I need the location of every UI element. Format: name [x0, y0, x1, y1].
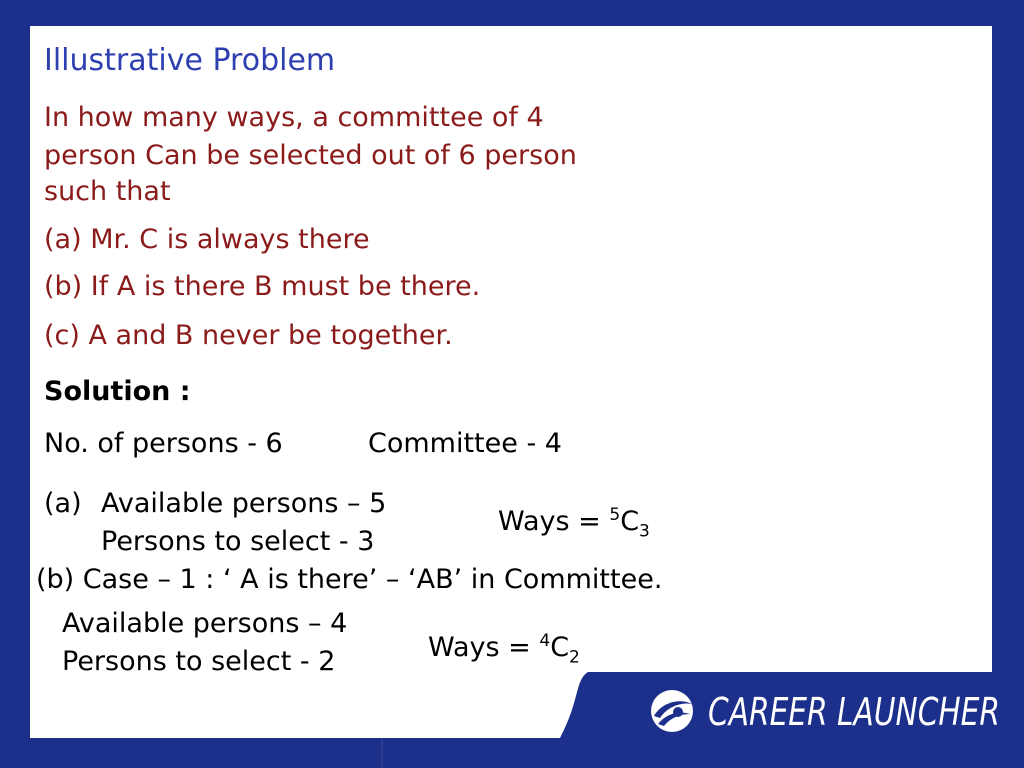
condition-c: (c) A and B never be together. — [44, 320, 453, 351]
part-b-available: Available persons – 4 — [62, 608, 348, 639]
career-launcher-swirl-icon — [648, 688, 696, 734]
question-line-1: In how many ways, a committee of 4 — [44, 102, 544, 133]
part-b-select: Persons to select - 2 — [62, 646, 336, 677]
part-a-ways-n: 5 — [609, 505, 621, 525]
question-line-2: person Can be selected out of 6 person — [44, 140, 577, 171]
committee-size: Committee - 4 — [368, 428, 562, 459]
part-a-label: (a) — [44, 488, 82, 519]
part-a-ways — [498, 505, 650, 542]
part-a-ways-prefix: Ways = — [498, 506, 610, 537]
part-a-ways-c: C — [620, 506, 640, 537]
condition-a: (a) Mr. C is always there — [44, 224, 370, 255]
logo-text: CAREER LAUNCHER — [708, 690, 1001, 734]
part-b-ways — [428, 631, 580, 668]
question-line-3: such that — [44, 176, 171, 207]
slide-title: Illustrative Problem — [44, 43, 336, 78]
condition-b: (b) If A is there B must be there. — [44, 271, 481, 302]
part-b-case-line: (b) Case – 1 : ‘ A is there’ – ‘AB’ in Committee. — [36, 564, 663, 595]
part-b-ways-r: 2 — [569, 647, 580, 668]
part-b-ways-prefix: Ways = — [428, 632, 540, 663]
part-a-available: Available persons – 5 — [101, 488, 387, 519]
part-b-ways-c: C — [550, 632, 570, 663]
part-a-ways-r: 3 — [639, 521, 650, 542]
part-a-select: Persons to select - 3 — [101, 526, 375, 557]
part-b-ways-n: 4 — [539, 631, 551, 651]
solution-heading: Solution : — [44, 376, 191, 407]
persons-count: No. of persons - 6 — [44, 428, 283, 459]
